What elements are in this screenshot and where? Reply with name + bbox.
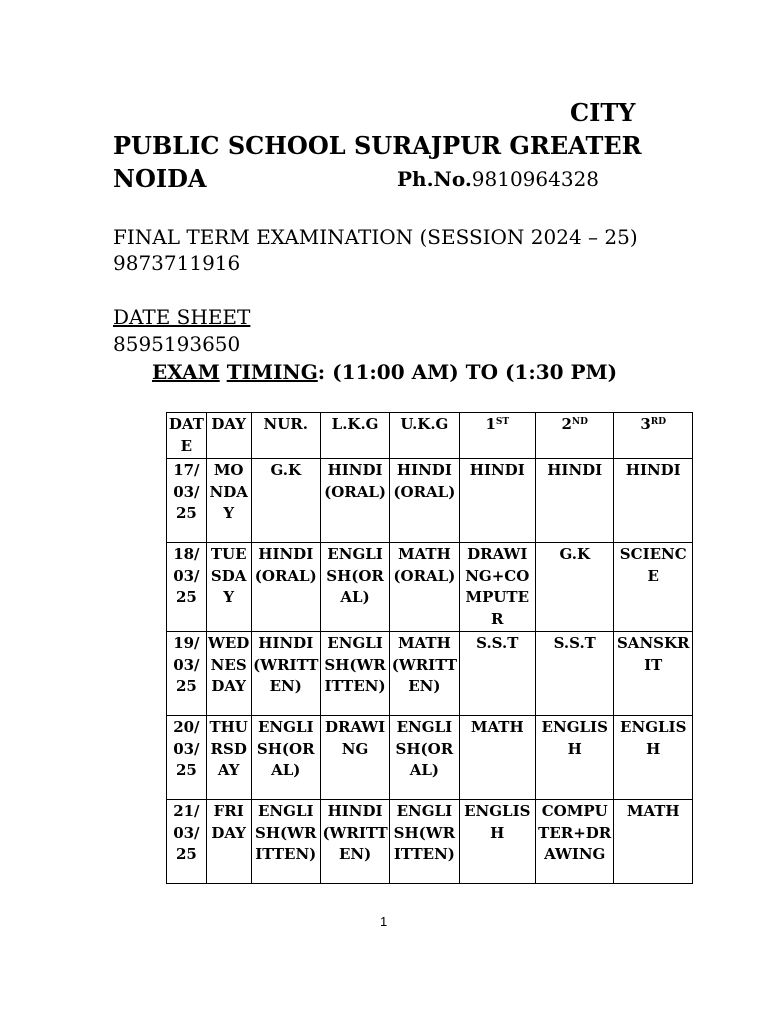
cell-ukg: HINDI(ORAL) (390, 459, 459, 543)
table-row (167, 716, 693, 800)
mobile-number-2: 8595193650 (113, 332, 241, 356)
cell-nur: HINDI(WRITTEN) (251, 632, 320, 716)
cell-lkg: HINDI(WRITTEN) (320, 800, 389, 884)
table-header-row (167, 413, 693, 459)
cell-ukg: ENGLISH(ORAL) (390, 716, 459, 800)
col-header-date: DATE (167, 413, 207, 459)
cell-day: TUESDAY (206, 543, 251, 632)
table-row (167, 632, 693, 716)
timing-word-timing: TIMING (226, 360, 318, 384)
cell-nur: G.K (251, 459, 320, 543)
cell-lkg: HINDI(ORAL) (320, 459, 389, 543)
cell-1st: DRAWING+COMPUTER (459, 543, 535, 632)
date-sheet-table (166, 412, 693, 884)
cell-day: MONDAY (206, 459, 251, 543)
cell-date: 21/03/25 (167, 800, 207, 884)
cell-1st: ENGLISH (459, 800, 535, 884)
cell-2nd: G.K (535, 543, 613, 632)
cell-ukg: MATH(WRITTEN) (390, 632, 459, 716)
cell-1st: MATH (459, 716, 535, 800)
cell-date: 20/03/25 (167, 716, 207, 800)
timing-word-exam: EXAM (152, 360, 220, 384)
cell-ukg: ENGLISH(WRITTEN) (390, 800, 459, 884)
exam-timing (152, 358, 617, 386)
cell-nur: ENGLISH(ORAL) (251, 716, 320, 800)
cell-3rd: SCIENCE (614, 543, 693, 632)
cell-3rd: SANSKRIT (614, 632, 693, 716)
cell-2nd: COMPUTER+DRAWING (535, 800, 613, 884)
col-header-day: DAY (206, 413, 251, 459)
table-row (167, 459, 693, 543)
cell-day: THURSDAY (206, 716, 251, 800)
table-row (167, 543, 693, 632)
cell-ukg: MATH(ORAL) (390, 543, 459, 632)
cell-day: WEDNESDAY (206, 632, 251, 716)
table-row (167, 800, 693, 884)
cell-2nd: ENGLISH (535, 716, 613, 800)
col-header-2nd: 2ND (535, 413, 613, 459)
cell-3rd: HINDI (614, 459, 693, 543)
school-name-line: PUBLIC SCHOOL SURAJPUR GREATER (113, 131, 642, 160)
col-header-lkg: L.K.G (320, 413, 389, 459)
cell-2nd: HINDI (535, 459, 613, 543)
col-header-nur: NUR. (251, 413, 320, 459)
timing-value: : (11:00 AM) TO (1:30 PM) (317, 360, 618, 384)
cell-date: 19/03/25 (167, 632, 207, 716)
cell-3rd: MATH (614, 800, 693, 884)
cell-day: FRIDAY (206, 800, 251, 884)
cell-1st: S.S.T (459, 632, 535, 716)
cell-3rd: ENGLISH (614, 716, 693, 800)
city-heading: CITY (570, 98, 636, 127)
phone-value: 9810964328 (471, 167, 600, 191)
cell-1st: HINDI (459, 459, 535, 543)
col-header-3rd: 3RD (614, 413, 693, 459)
noida-heading: NOIDA (113, 164, 207, 193)
phone-number (397, 164, 599, 194)
cell-2nd: S.S.T (535, 632, 613, 716)
mobile-number-1: 9873711916 (113, 251, 241, 275)
page-number: 1 (380, 914, 388, 929)
cell-lkg: ENGLISH(WRITTEN) (320, 632, 389, 716)
cell-lkg: ENGLISH(ORAL) (320, 543, 389, 632)
col-header-1st: 1ST (459, 413, 535, 459)
date-sheet-heading: DATE SHEET (113, 305, 251, 329)
cell-nur: ENGLISH(WRITTEN) (251, 800, 320, 884)
phone-label: Ph.No. (397, 167, 472, 191)
cell-date: 18/03/25 (167, 543, 207, 632)
exam-title: FINAL TERM EXAMINATION (SESSION 2024 – 25) (113, 225, 638, 249)
cell-lkg: DRAWING (320, 716, 389, 800)
cell-nur: HINDI(ORAL) (251, 543, 320, 632)
col-header-ukg: U.K.G (390, 413, 459, 459)
cell-date: 17/03/25 (167, 459, 207, 543)
